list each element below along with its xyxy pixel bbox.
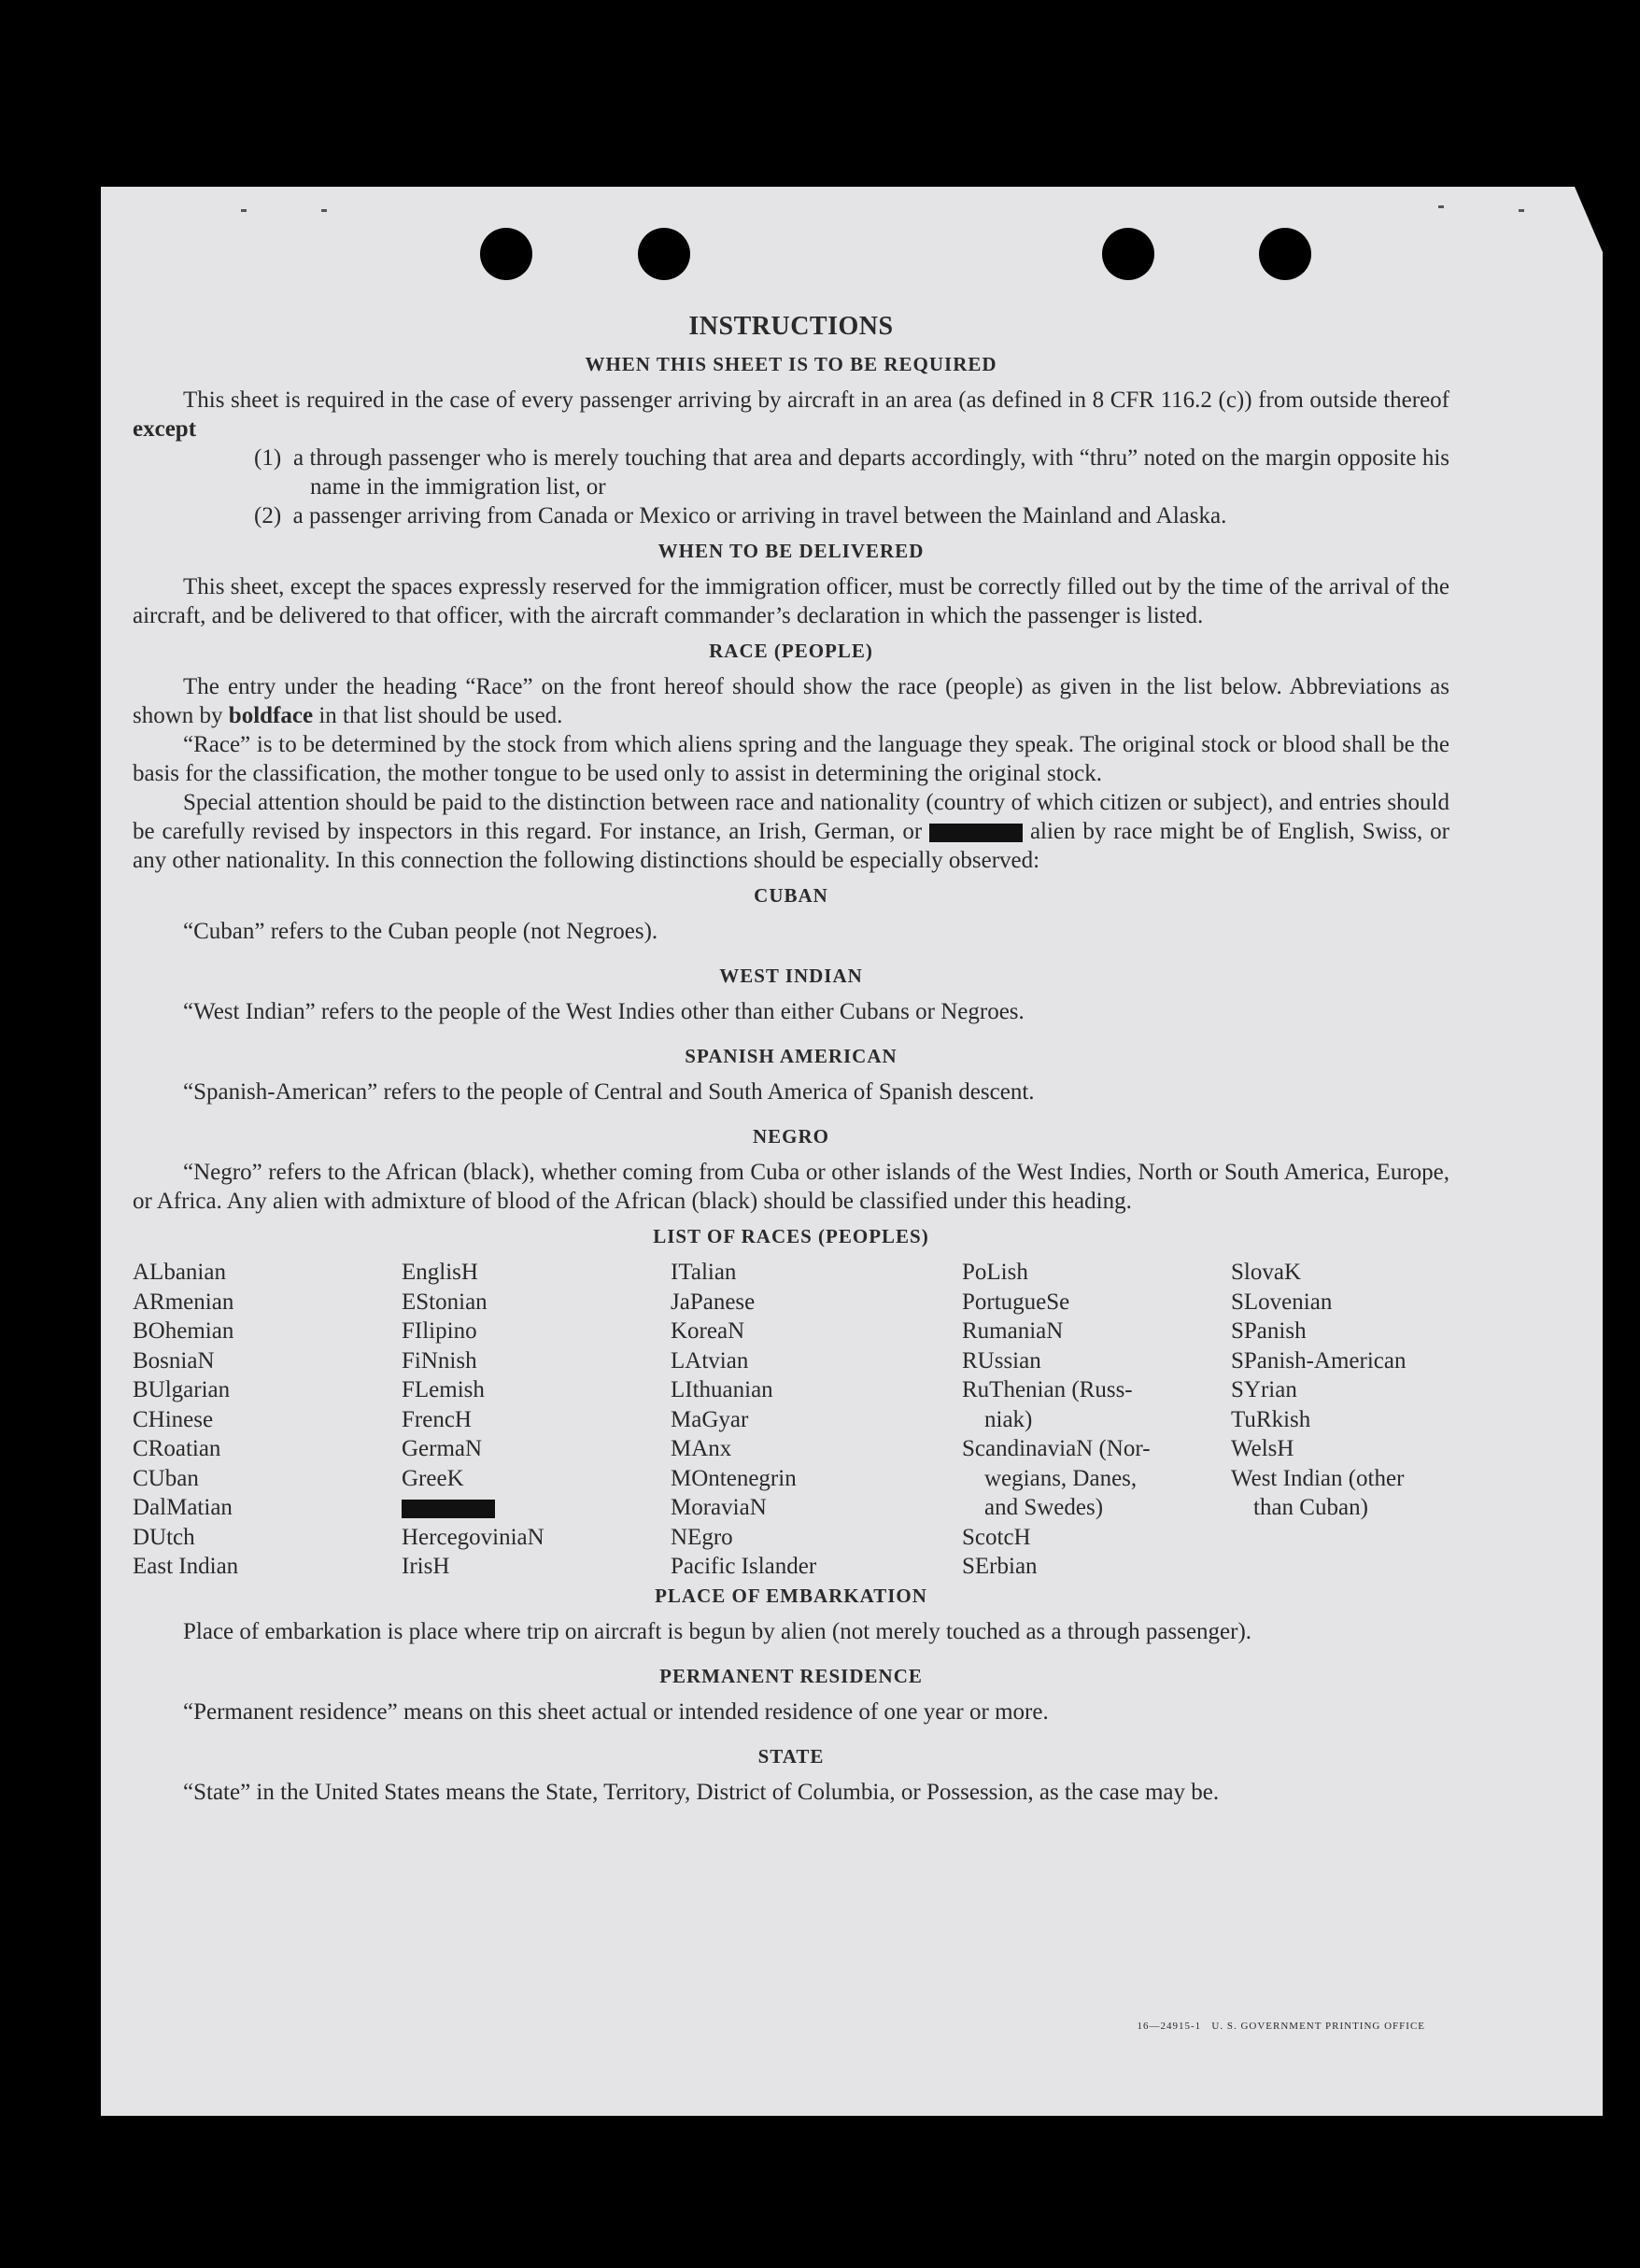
race-item: Pacific Islander <box>671 1554 817 1579</box>
race-item-continued: than Cuban) <box>1253 1495 1368 1520</box>
speck <box>241 209 247 212</box>
speck <box>1438 205 1444 208</box>
punch-hole-2 <box>638 228 690 280</box>
race-item: SPanish-American <box>1231 1347 1407 1373</box>
race-item: SPanish <box>1231 1318 1307 1344</box>
race-item: West Indian (other <box>1231 1465 1405 1491</box>
race-item: CRoatian <box>133 1436 221 1461</box>
printer-office: U. S. GOVERNMENT PRINTING OFFICE <box>1211 2021 1425 2032</box>
race-item: NEgro <box>671 1524 733 1550</box>
race-item: RuThenian (Russ- <box>962 1377 1133 1402</box>
item-1-text: a through passenger who is merely touching that area and departs accordingly, with “thru” noted on the margin opposite his name in the immigration list, or <box>292 445 1449 500</box>
race-item: ScotcH <box>962 1524 1031 1550</box>
heading-race: RACE (PEOPLE) <box>709 640 873 662</box>
race-item: BOhemian <box>133 1318 234 1344</box>
page-title: INSTRUCTIONS <box>688 312 894 341</box>
races-column-5 <box>1231 1258 1406 1523</box>
race-item: MoraviaN <box>671 1495 767 1520</box>
race-p3-a: Special attention should be paid to the distinction between race and nationality (country of which citizen or subject), and entries should be carefully revised by inspectors in this regard. For instance, an Irish, German, or <box>133 790 1449 844</box>
race-item-continued: niak) <box>984 1406 1033 1432</box>
redaction-mark <box>402 1500 495 1518</box>
heading-list-of-races: LIST OF RACES (PEOPLES) <box>653 1225 929 1247</box>
races-column-4 <box>962 1258 1151 1582</box>
torn-corner <box>1575 187 1603 252</box>
race-item: MAnx <box>671 1436 732 1461</box>
state-paragraph: “State” in the United States means the State, Territory, District of Columbia, or Possession, as the case may be. <box>183 1780 1220 1805</box>
negro-paragraph: “Negro” refers to the African (black), whether coming from Cuba or other islands of the West Indies, North or South America, Europe, or Africa. Any alien with admixture of blood of the African (black) should be classified under this heading. <box>133 1160 1449 1214</box>
race-item: RumaniaN <box>962 1318 1064 1344</box>
race-item: FiNnish <box>402 1347 477 1373</box>
speck <box>321 209 327 212</box>
races-column-2 <box>402 1258 544 1582</box>
race-item: LAtvian <box>671 1347 749 1373</box>
heading-embarkation: PLACE OF EMBARKATION <box>655 1585 927 1607</box>
heading-spanish-american: SPANISH AMERICAN <box>685 1045 898 1067</box>
race-item: EnglisH <box>402 1260 478 1285</box>
race-p1-bold: boldface <box>228 703 314 728</box>
race-item: JaPanese <box>671 1289 756 1315</box>
document-sheet <box>101 187 1603 2116</box>
race-item: CUban <box>133 1465 199 1491</box>
race-item: IrisH <box>402 1554 450 1579</box>
race-item: FLemish <box>402 1377 485 1402</box>
race-item-continued: and Swedes) <box>984 1495 1104 1520</box>
race-item: FIlipino <box>402 1318 477 1344</box>
race-item: FrencH <box>402 1406 472 1432</box>
race-paragraph-2: “Race” is to be determined by the stock from which aliens spring and the language they speak. The original stock or blood shall be the basis for the classification, the mother tongue to be used only to assist in determining the original stock. <box>133 732 1449 786</box>
race-item: East Indian <box>133 1554 239 1579</box>
heading-negro: NEGRO <box>752 1125 829 1148</box>
heading-delivered: WHEN TO BE DELIVERED <box>657 540 925 562</box>
race-item: SlovaK <box>1231 1260 1301 1285</box>
required-paragraph <box>133 386 1449 444</box>
punch-hole-3 <box>1102 228 1154 280</box>
punch-hole-4 <box>1259 228 1311 280</box>
item-1-number: (1) <box>254 445 282 471</box>
printer-code: 16—24915-1 <box>1137 2021 1202 2032</box>
race-paragraph-3 <box>133 788 1449 875</box>
heading-cuban: CUBAN <box>754 884 828 907</box>
exception-item-2 <box>133 501 1449 530</box>
race-item: MOntenegrin <box>671 1465 797 1491</box>
cuban-paragraph: “Cuban” refers to the Cuban people (not Negroes). <box>183 919 658 944</box>
heading-west-indian: WEST INDIAN <box>719 965 863 987</box>
race-item: KoreaN <box>671 1318 745 1344</box>
race-item: SErbian <box>962 1554 1038 1579</box>
west-indian-paragraph: “West Indian” refers to the people of the West Indies other than either Cubans or Negroes. <box>183 999 1025 1024</box>
race-p1-b: in that list should be used. <box>313 703 563 728</box>
race-item: ScandinaviaN (Nor- <box>962 1436 1151 1461</box>
race-item: HercegoviniaN <box>402 1524 544 1550</box>
required-except: except <box>133 416 197 442</box>
race-item: LIthuanian <box>671 1377 773 1402</box>
race-item: BUlgarian <box>133 1377 231 1402</box>
redaction-mark <box>929 824 1023 842</box>
heading-permanent-residence: PERMANENT RESIDENCE <box>659 1665 923 1687</box>
item-2-text: a passenger arriving from Canada or Mexico or arriving in travel between the Mainland and Alaska. <box>292 503 1227 528</box>
races-list <box>133 1258 1449 1579</box>
residence-paragraph: “Permanent residence” means on this sheet actual or intended residence of one year or more. <box>183 1699 1049 1725</box>
race-paragraph-1 <box>133 672 1449 730</box>
printer-imprint <box>1137 2021 1425 2032</box>
speck <box>1519 209 1524 212</box>
race-item: BosniaN <box>133 1347 215 1373</box>
race-item: GreeK <box>402 1465 464 1491</box>
race-item: ARmenian <box>133 1289 234 1315</box>
race-item: SLovenian <box>1231 1289 1333 1315</box>
race-item: DUtch <box>133 1524 195 1550</box>
heading-required: WHEN THIS SHEET IS TO BE REQUIRED <box>585 353 997 375</box>
race-item: MaGyar <box>671 1406 749 1432</box>
punch-hole-1 <box>480 228 532 280</box>
race-item: EStonian <box>402 1289 488 1315</box>
races-column-3 <box>671 1258 816 1582</box>
race-item: ALbanian <box>133 1260 226 1285</box>
race-item: ITalian <box>671 1260 737 1285</box>
race-item: SYrian <box>1231 1377 1297 1402</box>
spanish-american-paragraph: “Spanish-American” refers to the people of Central and South America of Spanish descent. <box>183 1079 1035 1105</box>
race-item: PortugueSe <box>962 1289 1070 1315</box>
race-item: TuRkish <box>1231 1406 1311 1432</box>
heading-state: STATE <box>757 1745 825 1768</box>
race-p1-a: The entry under the heading “Race” on the front hereof should show the race (people) as given in the list below. Abbreviations as shown by <box>133 674 1449 728</box>
race-item: GermaN <box>402 1436 483 1461</box>
race-item: DalMatian <box>133 1495 233 1520</box>
races-column-1 <box>133 1258 238 1582</box>
race-item: CHinese <box>133 1406 214 1432</box>
instructions-content <box>133 306 1449 1807</box>
delivered-paragraph: This sheet, except the spaces expressly reserved for the immigration officer, must be correctly filled out by the time of the arrival of the aircraft, and be delivered to that officer, with the aircraft commander’s declaration in which the passenger is listed. <box>133 574 1449 628</box>
race-item: PoLish <box>962 1260 1028 1285</box>
race-item-continued: wegians, Danes, <box>984 1465 1138 1491</box>
race-item: WelsH <box>1231 1436 1294 1461</box>
exception-item-1 <box>133 444 1449 501</box>
embarkation-paragraph: Place of embarkation is place where trip on aircraft is begun by alien (not merely touched as a through passenger). <box>183 1619 1252 1644</box>
race-item: RUssian <box>962 1347 1041 1373</box>
race-p3-b: alien by race might be of English, Swiss, or any other nationality. In this connection the following distinctions should be especially observed: <box>133 819 1449 873</box>
required-intro: This sheet is required in the case of every passenger arriving by aircraft in an area (as defined in 8 CFR 116.2 (c)) from outside thereof <box>183 387 1449 413</box>
item-2-number: (2) <box>254 503 282 528</box>
race-item-redacted <box>402 1493 544 1523</box>
